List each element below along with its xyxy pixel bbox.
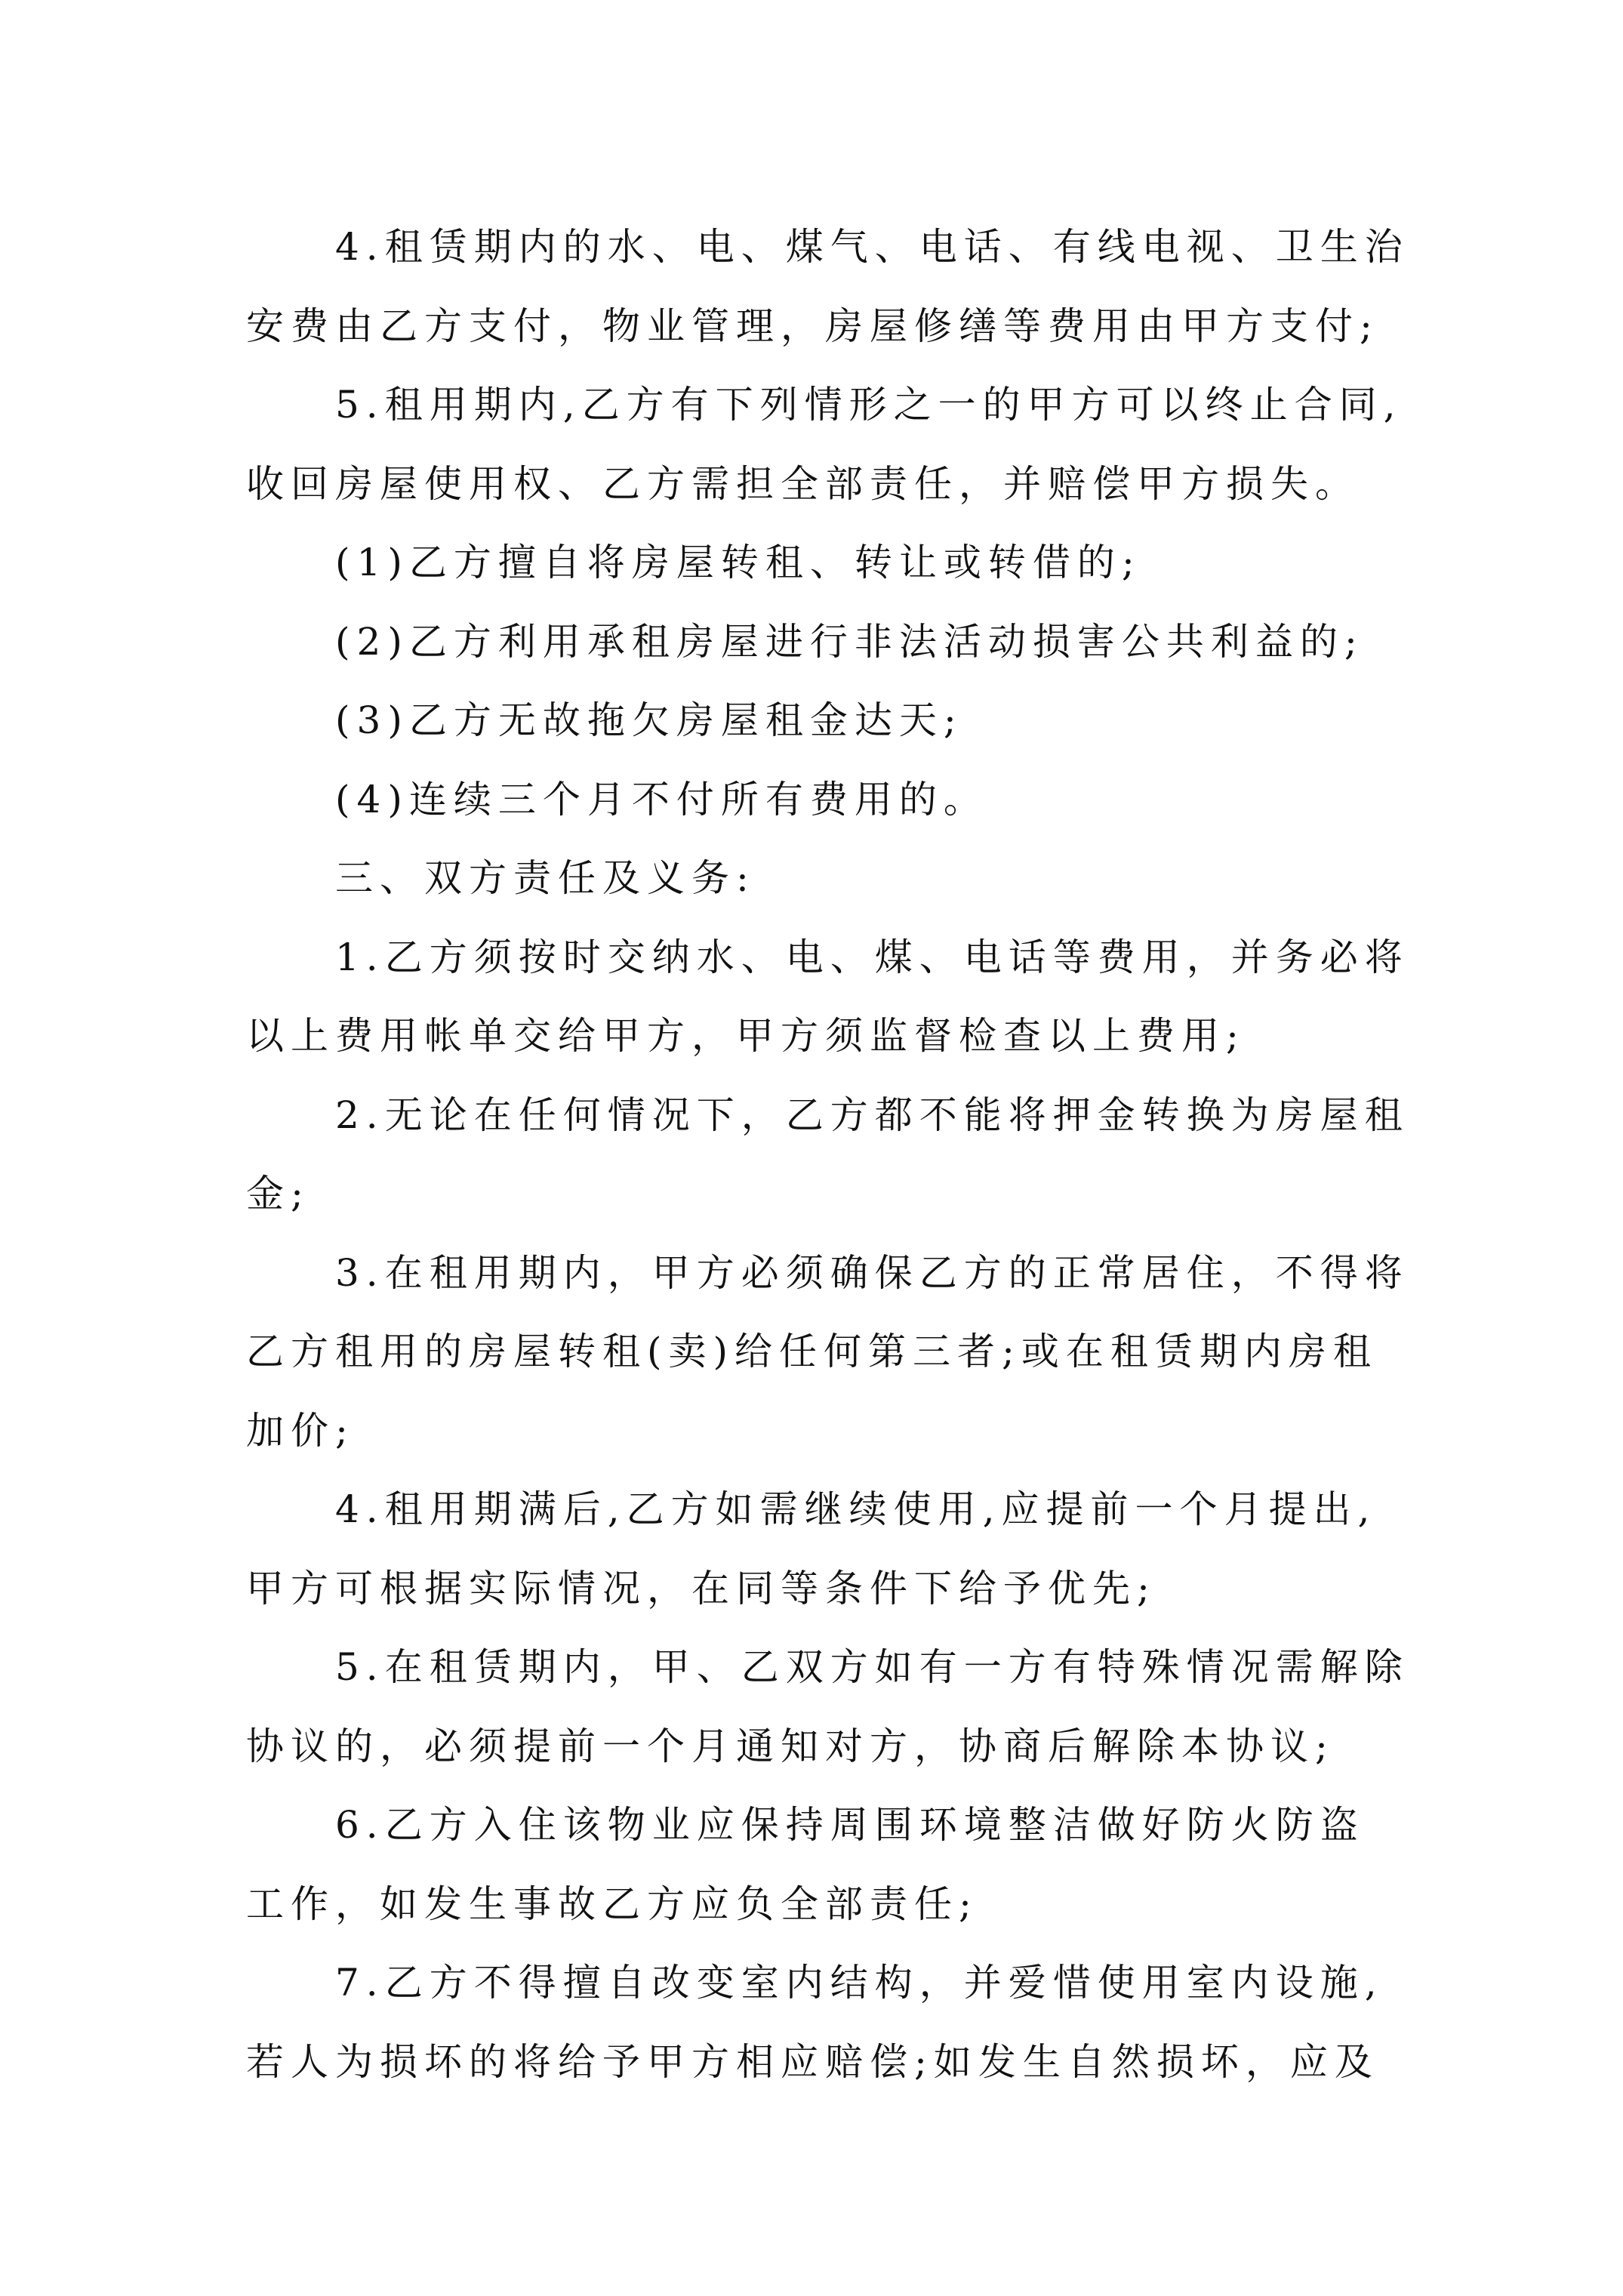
paragraph-clause-3-6: 6.乙方入住该物业应保持周围环境整洁做好防火防盗 工作，如发生事故乙方应负全部责任; [246,1803,1365,1926]
paragraph-sub-item-1: (1)乙方擅自将房屋转租、转让或转借的; [246,541,1141,584]
paragraph-sub-item-3: (3)乙方无故拖欠房屋租金达天; [246,698,963,742]
paragraph-clause-3-4: 4.租用期满后,乙方如需继续使用,应提前一个月提出, 甲方可根据实际情况，在同等条件下给予优先; [246,1487,1377,1610]
paragraph-clause-3-1: 1.乙方须按时交纳水、电、煤、电话等费用，并务必将 以上费用帐单交给甲方，甲方须监督检查以上费用; [246,935,1409,1058]
paragraph-sub-item-4: (4)连续三个月不付所有费用的。 [246,777,988,821]
paragraph-clause-3-3: 3.在租用期内，甲方必须确保乙方的正常居住，不得将 乙方租用的房屋转租(卖)给任何第三者;或在租赁期内房租 加价; [246,1250,1409,1453]
paragraph-clause-2-4: 4.租赁期内的水、电、煤气、电话、有线电视、卫生治 安费由乙方支付，物业管理，房屋修缮等费用由甲方支付; [246,225,1409,348]
paragraph-clause-3-7: 7.乙方不得擅自改变室内结构，并爱惜使用室内设施, 若人为损坏的将给予甲方相应赔偿;如发生自然损坏，应及 [246,1961,1384,2084]
section-heading-responsibilities: 三、双方责任及义务: [246,856,756,900]
paragraph-clause-2-5: 5.租用期内,乙方有下列情形之一的甲方可以终止合同, 收回房屋使用权、乙方需担全部责任，并赔偿甲方损失。 [246,383,1403,506]
paragraph-clause-3-2: 2.无论在任何情况下，乙方都不能将押金转换为房屋租 金; [246,1093,1409,1216]
document-body [246,208,1424,2101]
paragraph-clause-3-5: 5.在租赁期内，甲、乙双方如有一方有特殊情况需解除 协议的，必须提前一个月通知对方，协商后解除本协议; [246,1645,1409,1768]
paragraph-sub-item-2: (2)乙方利用承租房屋进行非法活动损害公共利益的; [246,619,1364,664]
